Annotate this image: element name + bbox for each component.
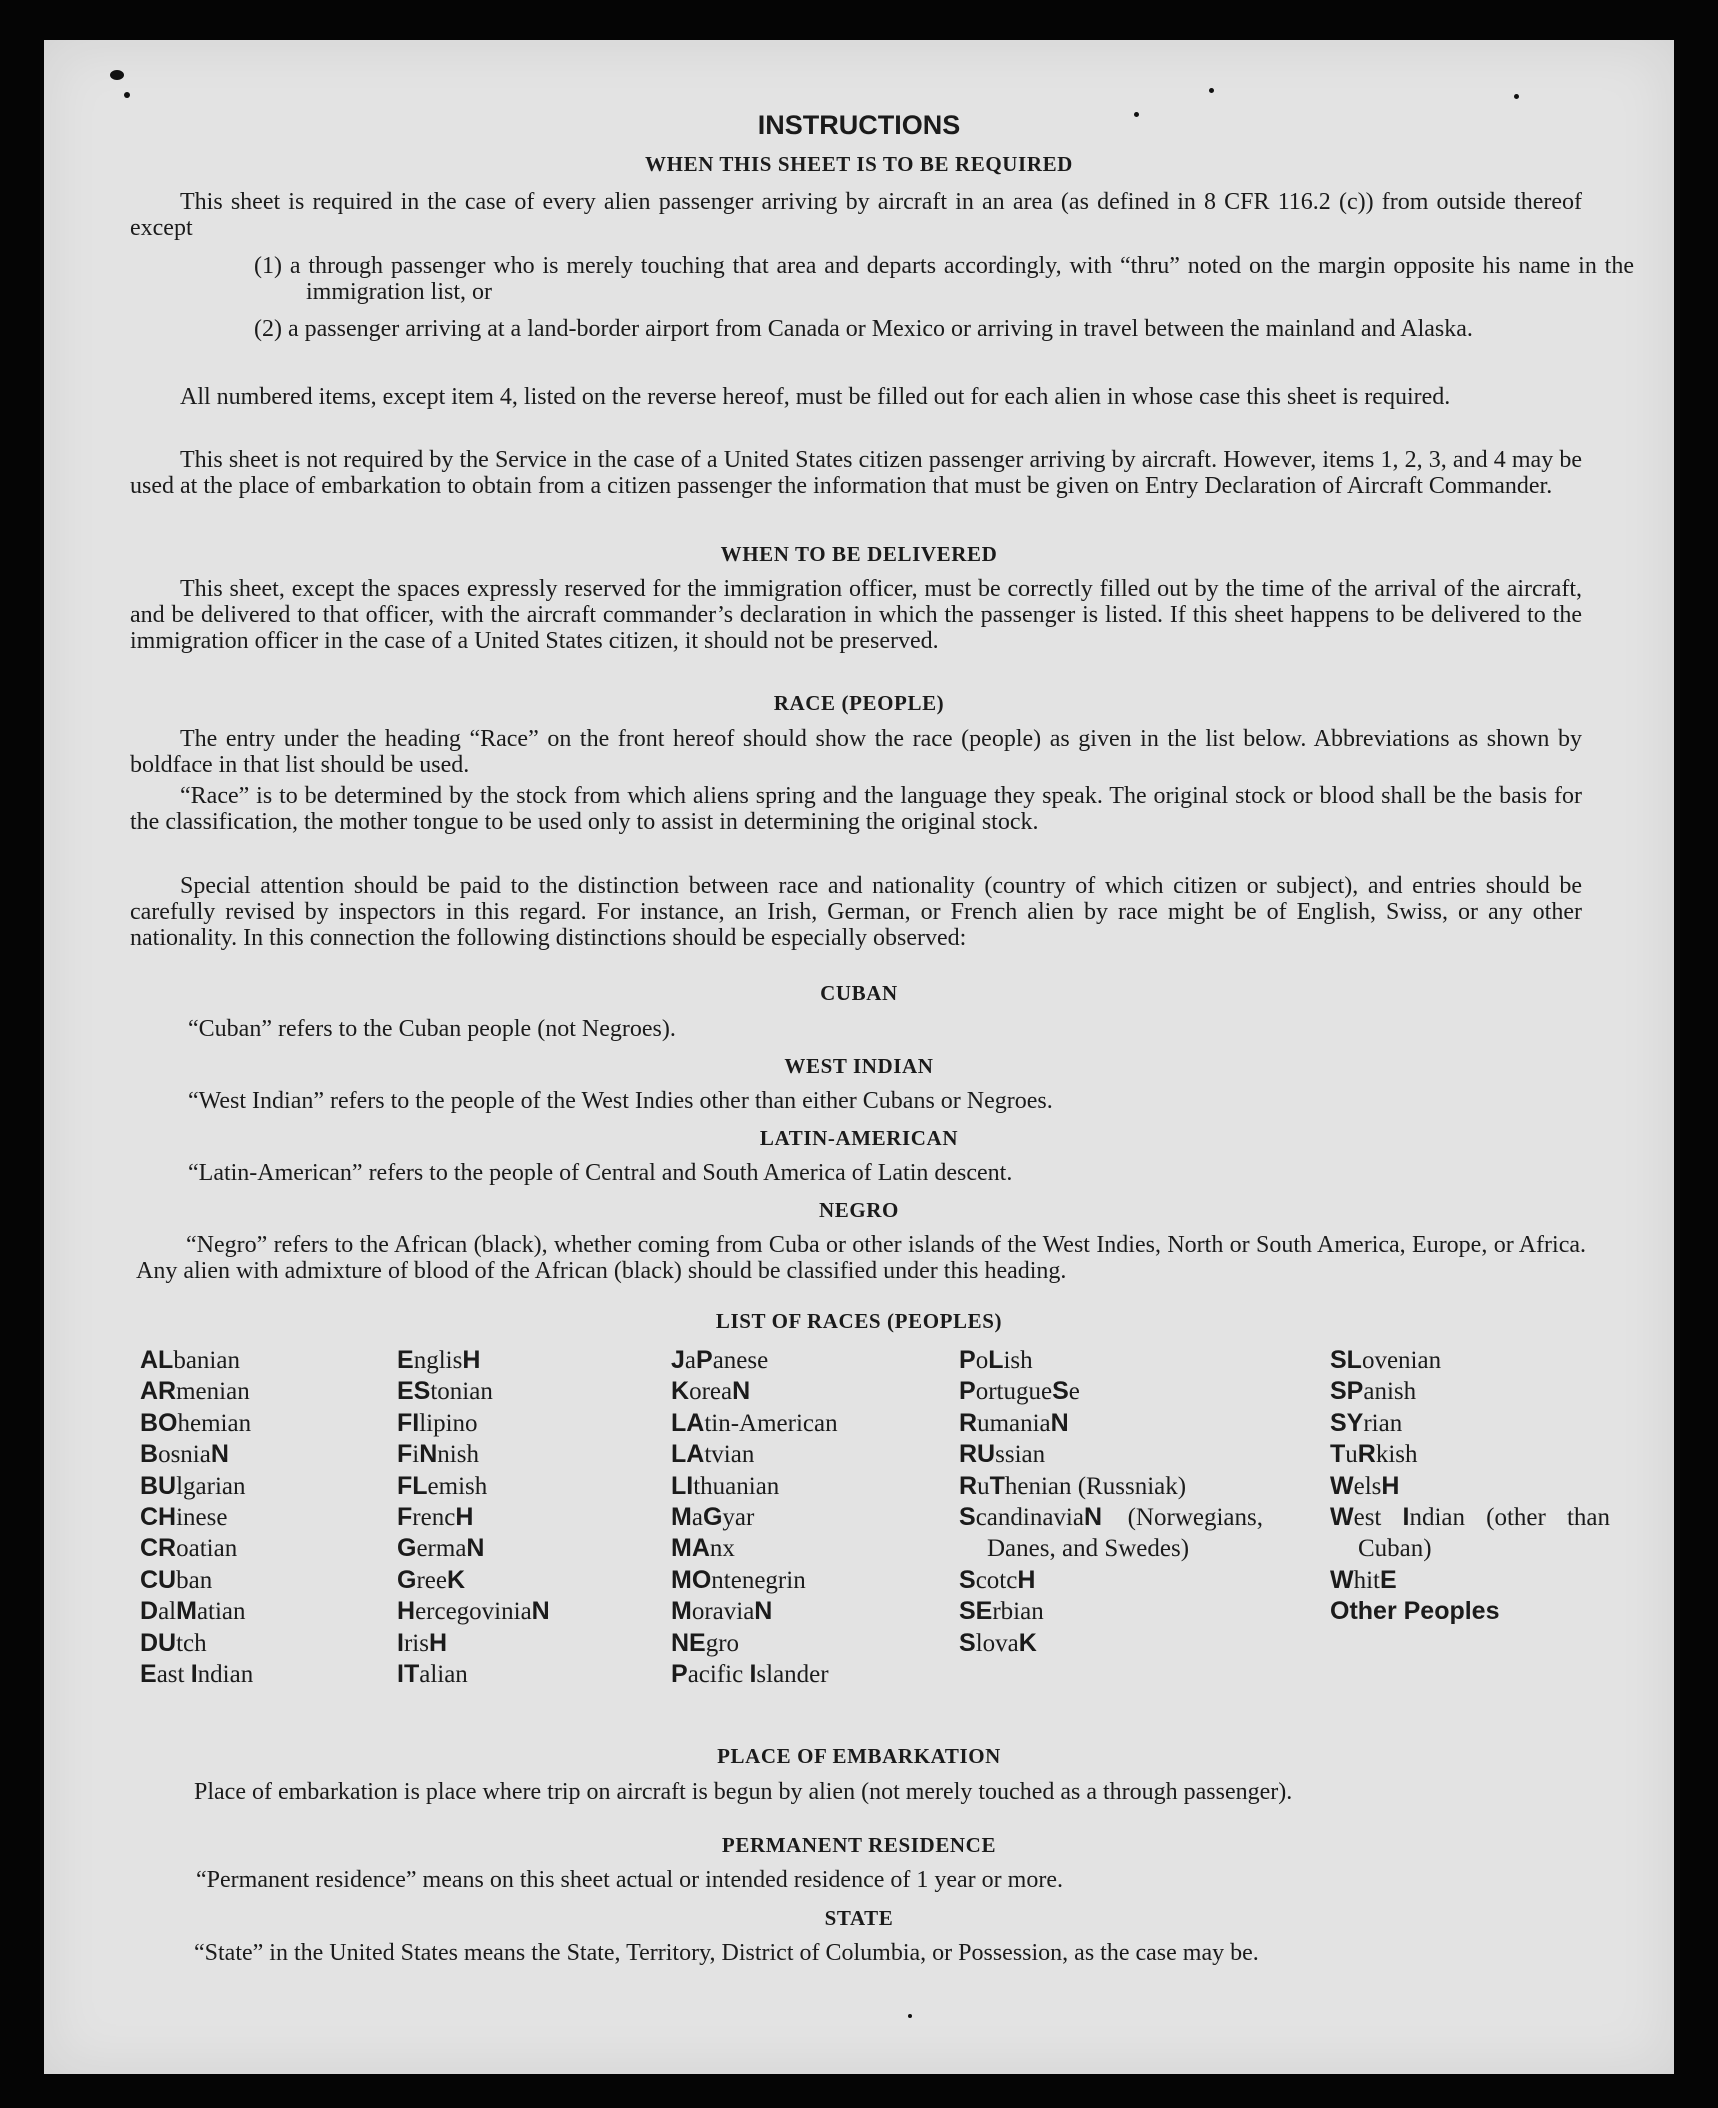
race-entry: East Indian [140,1660,254,1689]
race-entry: MoraviaN [671,1597,773,1626]
paragraph: “Negro” refers to the African (black), whether coming from Cuba or other islands of the West Indies, North or South America, Europe, or Africa. Any alien with admixture of blood of the African (black) should be classified under this heading. [136,1232,1586,1284]
paragraph: Special attention should be paid to the distinction between race and nationality (country of which citizen or subject), and entries should be carefully revised by inspectors in this regard. For instance, an Irish, German, or French alien by race might be of English, Swiss, or any other nationality. In this connection the following distinctions should be especially observed: [130,873,1582,951]
race-entry: DalMatian [140,1597,246,1626]
paragraph: This sheet is not required by the Service in the case of a United States citizen passenger arriving by aircraft. However, items 1, 2, 3, and 4 may be used at the place of embarkation to obtain from a citizen passenger the information that must be given on Entry Declaration of Aircraft Commander. [130,447,1582,499]
race-entry: MOntenegrin [671,1565,806,1594]
heading-embarkation: PLACE OF EMBARKATION [717,1744,1001,1768]
race-entry: ARmenian [140,1377,250,1406]
race-entry: SErbian [959,1597,1044,1626]
race-entry: EStonian [397,1377,493,1406]
paper-speck [110,70,124,80]
heading-negro: NEGRO [818,1198,899,1222]
paper-speck [124,92,130,98]
paragraph: Place of embarkation is place where trip on aircraft is begun by alien (not merely touched as a through passenger). [194,1779,1293,1805]
race-entry: KoreaN [671,1377,751,1406]
paragraph: The entry under the heading “Race” on the front hereof should show the race (people) as given in the list below. Abbreviations as shown by boldface in that list should be used. [130,726,1582,778]
race-entry: ScotcH [959,1565,1036,1594]
paragraph: “Permanent residence” means on this sheet actual or intended residence of 1 year or more. [196,1867,1063,1893]
paragraph: “Race” is to be determined by the stock from which aliens spring and the language they speak. The original stock or blood shall be the basis for the classification, the mother tongue to be used only to assist in determining the original stock. [130,783,1582,835]
race-entry: Pacific Islander [671,1660,829,1689]
race-entry: TuRkish [1330,1440,1418,1469]
race-entry: FiNnish [397,1440,479,1469]
race-entry: ScandinaviaN (Norwegians, Danes, and Swedes) [959,1503,1263,1563]
race-entry: SPanish [1330,1377,1417,1406]
race-entry: DUtch [140,1628,207,1657]
race-entry: LAtvian [671,1440,755,1469]
race-entry: MaGyar [671,1503,755,1532]
race-column [1330,1345,1610,1628]
race-entry: NEgro [671,1628,740,1657]
race-entry: GermaN [397,1534,485,1563]
paragraph: “Latin-American” refers to the people of Central and South America of Latin descent. [188,1160,1013,1186]
race-entry: RUssian [959,1440,1046,1469]
race-entry: BOhemian [140,1408,252,1437]
race-entry: PoLish [959,1346,1033,1374]
race-entry: RuThenian (Russniak) [959,1471,1187,1500]
race-column [959,1345,1263,1659]
heading-list-of-races: LIST OF RACES (PEOPLES) [715,1309,1003,1333]
paragraph: This sheet is required in the case of every alien passenger arriving by aircraft in an area (as defined in 8 CFR 116.2 (c)) from outside thereof except [130,189,1582,241]
race-entry: ALbanian [140,1346,240,1374]
race-entry: BosniaN [140,1440,229,1469]
race-entry: LAtin-American [671,1408,838,1437]
race-entry: SLovenian [1330,1346,1442,1374]
race-entry: JaPanese [671,1346,769,1374]
heading-latin-american: LATIN-AMERICAN [759,1126,959,1150]
race-entry: CHinese [140,1503,228,1532]
paper-speck [1514,94,1519,99]
race-entry: PortugueSe [959,1377,1080,1406]
paragraph: “State” in the United States means the State, Territory, District of Columbia, or Possession, as the case may be. [194,1940,1259,1966]
race-entry: ITalian [397,1660,468,1689]
heading-cuban: CUBAN [820,981,898,1005]
race-entry: SYrian [1330,1408,1403,1437]
race-entry: WelsH [1330,1471,1400,1500]
heading-west-indian: WEST INDIAN [784,1054,934,1078]
race-entry: FLemish [397,1471,488,1500]
page-title: INSTRUCTIONS [757,110,961,140]
paragraph: “West Indian” refers to the people of the West Indies other than either Cubans or Negroes. [188,1088,1053,1114]
race-entry: FIlipino [397,1408,478,1437]
race-column [140,1345,380,1690]
paragraph: This sheet, except the spaces expressly reserved for the immigration officer, must be correctly filled out by the time of the arrival of the aircraft, and be delivered to that officer, with the aircraft commander’s declaration in which the passenger is listed. If this sheet happens to be delivered to the immigration officer in the case of a United States citizen, it should not be preserved. [130,576,1582,654]
list-item: (1) a through passenger who is merely touching that area and departs accordingly, with “thru” noted on the margin opposite his name in the immigration list, or [254,253,1634,305]
document-sheet [44,40,1674,2074]
race-entry: West Indian (other than Cuban) [1330,1503,1610,1563]
heading-when-required: WHEN THIS SHEET IS TO BE REQUIRED [645,152,1073,176]
paper-speck [908,2014,912,2018]
heading-residence: PERMANENT RESIDENCE [721,1833,997,1857]
race-entry: WhitE [1330,1565,1397,1594]
heading-when-delivered: WHEN TO BE DELIVERED [720,542,998,566]
race-entry: IrisH [397,1628,448,1657]
heading-race: RACE (PEOPLE) [773,691,945,715]
heading-state: STATE [824,1906,894,1930]
race-entry: SlovaK [959,1628,1037,1657]
race-entry: GreeK [397,1565,466,1594]
race-column [671,1345,931,1690]
race-entry: RumaniaN [959,1408,1069,1437]
race-entry: HercegoviniaN [397,1597,550,1626]
race-column [397,1345,637,1690]
paragraph: “Cuban” refers to the Cuban people (not Negroes). [188,1016,676,1042]
race-entry: EnglisH [397,1346,481,1374]
paragraph: All numbered items, except item 4, listed on the reverse hereof, must be filled out for each alien in whose case this sheet is required. [180,384,1451,410]
race-entry: Other Peoples [1330,1597,1500,1626]
list-item: (2) a passenger arriving at a land-border airport from Canada or Mexico or arriving in travel between the mainland and Alaska. [254,316,1473,342]
race-entry: LIthuanian [671,1471,780,1500]
race-entry: CUban [140,1565,213,1594]
race-entry: FrencH [397,1503,474,1532]
race-entry: CRoatian [140,1534,238,1563]
paper-speck [1209,88,1214,93]
race-entry: MAnx [671,1534,735,1563]
race-entry: BUlgarian [140,1471,246,1500]
